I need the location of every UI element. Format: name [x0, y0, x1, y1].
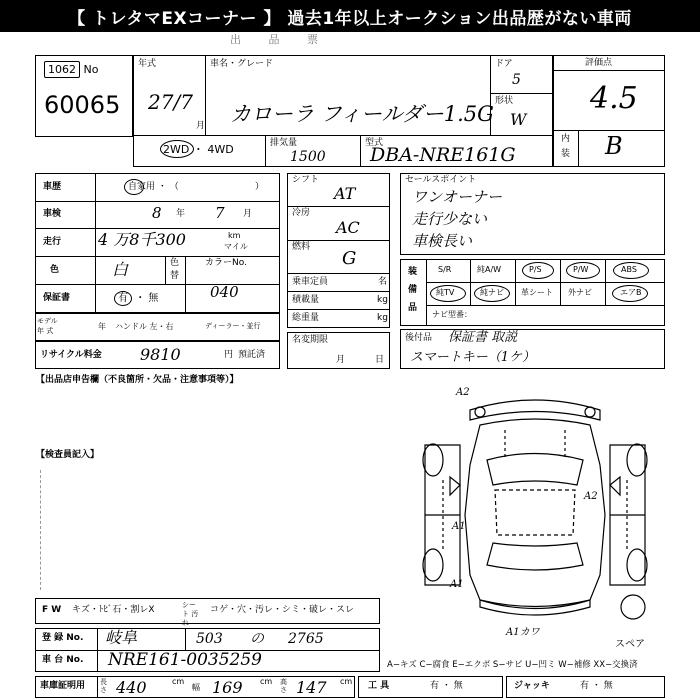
registration-number: 2765 — [288, 631, 324, 647]
fw-label: F W — [42, 605, 62, 615]
car-name-value: カローラ フィールダー1.5G — [230, 102, 494, 126]
history-value: 自家用 ・ （ — [128, 182, 179, 192]
gross-label: 総重量 — [292, 313, 320, 323]
capacity-unit: 名 — [378, 277, 388, 287]
year-month-suffix: 月 — [196, 121, 206, 131]
title-banner: 【 トレタマEXコーナー 】 過去1年以上オークション出品歴がない車両 — [0, 0, 700, 32]
sales-point-1: ワンオーナー — [412, 188, 503, 206]
equipment-label-c: 品 — [408, 303, 418, 313]
drive-2wd-circle — [160, 140, 194, 158]
model-year-label-b: 年 式 — [37, 327, 54, 335]
recycle-label: リサイクル料金 — [40, 350, 102, 360]
ac-value: AC — [336, 218, 360, 237]
sales-point-3: 車検長い — [412, 232, 473, 250]
equip-pw: P/W — [573, 265, 589, 274]
inspector-label: 【検査員記入】 — [36, 450, 100, 460]
gross-unit: kg — [377, 313, 388, 323]
equip-sr: S/R — [438, 265, 452, 274]
equip-pw-circle — [566, 262, 600, 279]
chassis-label: 車 台 No. — [42, 655, 84, 665]
expiry-unit-month: 月 — [336, 355, 346, 365]
dealer-options: ディーラー・並行 — [205, 322, 261, 330]
year-label: 年式 — [138, 59, 157, 69]
inspection-month: 7 — [215, 204, 225, 222]
equip-airbag-circle — [612, 285, 648, 302]
damage-mark-left-rear: A1 — [450, 579, 464, 590]
load-unit: kg — [377, 295, 388, 305]
equip-ps-circle — [522, 262, 554, 279]
recycle-status: 預託済 — [238, 350, 266, 360]
year-value: 27/7 — [148, 90, 193, 114]
warranty-label: 保証書 — [43, 293, 71, 303]
car-name-label: 車名・グレード — [210, 59, 274, 69]
interior-value: B — [605, 132, 623, 160]
color-change-label-b: 替 — [170, 271, 180, 281]
jack-options: 有 ・ 無 — [580, 681, 613, 691]
width-label: 幅 — [192, 683, 200, 692]
inspection-year: 8 — [152, 204, 162, 222]
inspection-label: 車検 — [43, 209, 62, 219]
shift-value: AT — [334, 184, 356, 203]
mileage-label: 走行 — [43, 237, 62, 247]
length-label: 長さ — [100, 678, 107, 694]
score-label: 評価点 — [585, 58, 613, 68]
color-no-label: カラーNo. — [205, 258, 247, 268]
recycle-unit: 円 — [224, 350, 234, 360]
registration-kana: の — [250, 631, 264, 647]
fw-items: キズ・ﾄﾋﾞ石・割レX — [72, 605, 155, 615]
width-unit: cm — [260, 677, 273, 686]
fw-sheet: シート 汚れ — [182, 601, 199, 627]
model-value: DBA-NRE161G — [370, 144, 516, 166]
doors-value: 5 — [512, 72, 521, 88]
recycle-value: 9810 — [140, 345, 181, 364]
model-year-label-a: モデル — [37, 317, 58, 325]
shift-label: シフト — [292, 175, 320, 185]
certificate-label: 車庫証明用 — [40, 681, 86, 691]
inspection-year-unit: 年 — [176, 209, 186, 219]
registration-label: 登 録 No. — [42, 633, 84, 643]
defects-label: 【出品店申告欄（不良箇所・欠品・注意事項等）】 — [36, 375, 239, 385]
damage-mark-left-front: A1 — [452, 521, 466, 532]
car-damage-diagram — [405, 385, 670, 625]
warranty-options: 有 ・ 無 — [114, 294, 158, 304]
mileage-unit-km: km — [228, 231, 241, 240]
doors-label: ドア — [495, 59, 513, 69]
color-change-label-a: 色 — [170, 258, 180, 268]
history-close: ） — [255, 182, 265, 192]
damage-legend: A−キズ C−腐食 E−エクボ S−サビ U−凹ミ W−補修 XX−交換済 — [387, 660, 638, 670]
expiry-label: 名変期限 — [292, 335, 329, 345]
body-shape-value: W — [510, 110, 527, 129]
handle-options: ハンドル 左・右 — [115, 322, 174, 331]
model-year-unit: 年 — [98, 322, 106, 331]
lot-number: 60065 — [44, 91, 121, 119]
color-label: 色 — [50, 265, 60, 275]
damage-mark-rear: A1カワ — [506, 627, 540, 638]
aftermarket-line-2: スマートキー（1ケ） — [410, 350, 536, 365]
mileage-unit-mile: マイル — [224, 242, 248, 251]
registration-class: 503 — [196, 631, 223, 647]
displacement-value: 1500 — [290, 149, 326, 165]
header-ghost: 出 品 票 — [230, 33, 330, 46]
length-value: 440 — [116, 678, 147, 697]
interior-label-a: 内 — [561, 134, 571, 144]
body-shape-label: 形状 — [495, 96, 514, 106]
spare-label: スペア — [615, 639, 645, 650]
tools-label: 工 具 — [368, 681, 390, 691]
inspection-month-unit: 月 — [243, 209, 253, 219]
equip-nav-circle — [474, 285, 510, 302]
aftermarket-label: 後付品 — [405, 333, 433, 343]
displacement-label: 排気量 — [270, 138, 298, 148]
jack-label: ジャッキ — [514, 681, 550, 691]
equip-ext-nav: 外ナビ — [568, 288, 592, 297]
nav-type-label: ナビ型番： — [432, 310, 472, 319]
equip-tv: 純TV — [436, 288, 455, 297]
drive-options: 2WD ・ 4WD — [163, 143, 234, 156]
history-label: 車歴 — [43, 182, 62, 192]
sales-point-2: 走行少ない — [412, 210, 488, 228]
equip-abs-circle — [613, 262, 649, 279]
load-label: 積載量 — [292, 295, 320, 305]
tools-options: 有 ・ 無 — [430, 681, 463, 691]
aftermarket-line-1: 保証書 取説 — [448, 330, 518, 345]
equip-abs: ABS — [621, 265, 637, 274]
damage-mark-front: A2 — [456, 387, 470, 398]
registration-pref: 岐阜 — [105, 628, 138, 647]
color-no-value: 040 — [210, 283, 239, 301]
chassis-value: NRE161-0035259 — [108, 650, 262, 670]
height-label: 高さ — [280, 678, 287, 694]
equipment-label-a: 装 — [408, 267, 418, 277]
mileage-value: 4 万8千300 — [98, 230, 186, 249]
length-unit: cm — [172, 677, 185, 686]
interior-label-b: 装 — [561, 149, 571, 159]
equip-ps: P/S — [529, 265, 542, 274]
damage-mark-right: A2 — [584, 491, 598, 502]
history-circle — [124, 179, 144, 195]
fuel-label: 燃料 — [292, 242, 311, 252]
model-label: 型式 — [365, 138, 384, 148]
expiry-unit-day: 日 — [375, 355, 385, 365]
height-unit: cm — [340, 677, 353, 686]
fuel-value: G — [342, 248, 357, 269]
lot-small-no: 1062 No — [44, 64, 98, 75]
fw-items-2: コゲ・穴・汚レ・シミ・破レ・スレ — [210, 605, 355, 615]
height-value: 147 — [296, 678, 327, 697]
ac-label: 冷房 — [292, 208, 311, 218]
equip-tv-circle — [430, 285, 466, 302]
width-value: 169 — [212, 678, 243, 697]
equip-leather: 革シート — [521, 288, 553, 297]
score-value: 4.5 — [590, 81, 638, 116]
equip-airbag: エアB — [620, 288, 642, 297]
sales-points-label: セールスポイント — [405, 175, 477, 185]
capacity-label: 乗車定員 — [292, 277, 329, 287]
equipment-label-b: 備 — [408, 285, 418, 295]
color-value: 白 — [112, 260, 129, 279]
equip-aw: 純A/W — [477, 265, 502, 274]
equip-nav: 純ナビ — [480, 288, 504, 297]
